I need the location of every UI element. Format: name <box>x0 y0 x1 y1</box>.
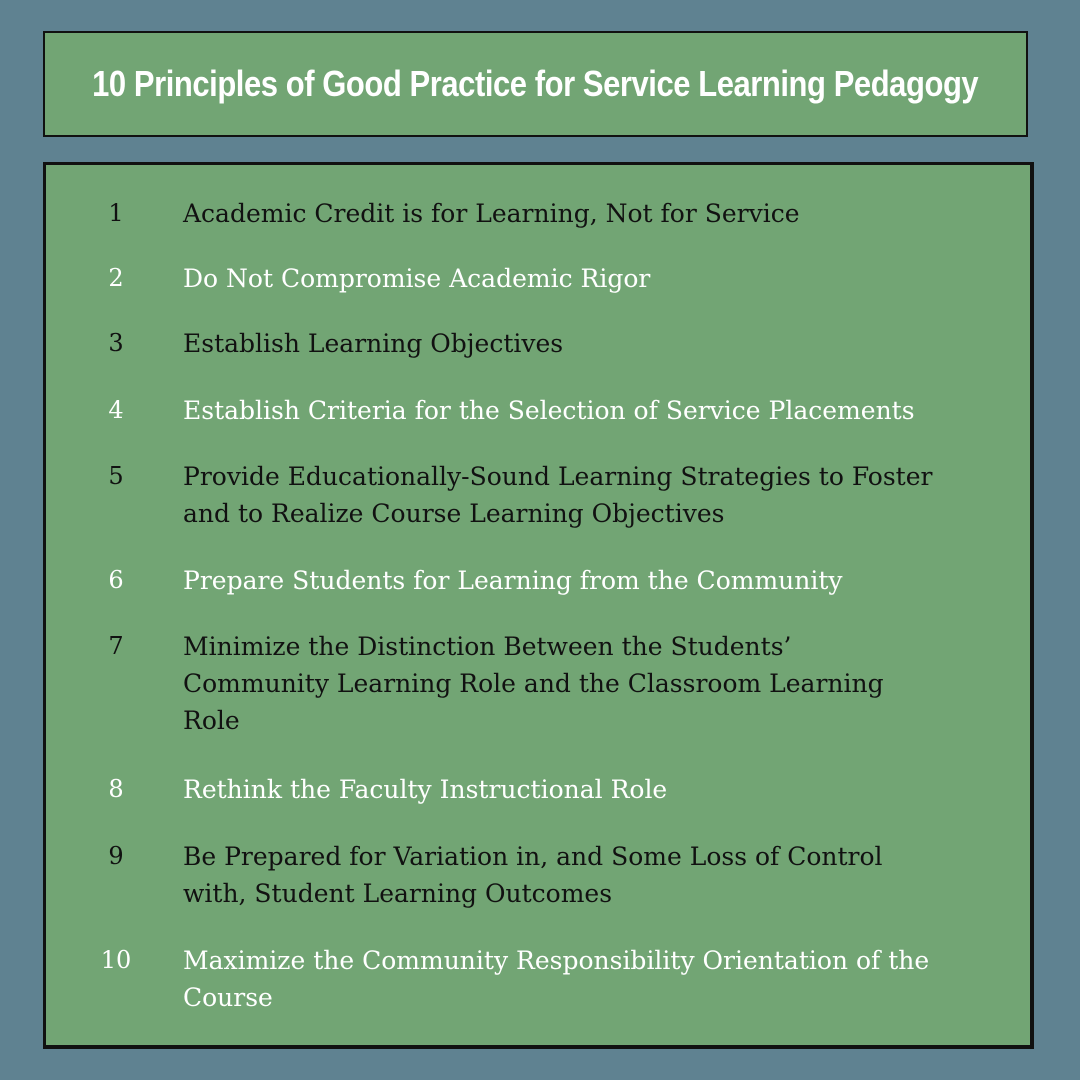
item-number: 5 <box>108 462 124 490</box>
item-text: Academic Credit is for Learning, Not for Service <box>183 199 800 228</box>
page-title: 10 Principles of Good Practice for Service Learning Pedagogy <box>92 63 979 104</box>
item-number: 9 <box>108 842 124 870</box>
item-text: Minimize the Distinction Between the Students’ Community Learning Role and the Classroom Learning Role <box>183 632 884 735</box>
item-text: Provide Educationally-Sound Learning Strategies to Foster and to Realize Course Learning Objectives <box>183 462 933 528</box>
title-banner <box>43 31 1028 137</box>
item-text: Prepare Students for Learning from the Community <box>183 566 843 595</box>
item-text: Be Prepared for Variation in, and Some Loss of Control with, Student Learning Outcomes <box>183 842 883 908</box>
item-text: Maximize the Community Responsibility Orientation of the Course <box>183 946 930 1012</box>
item-text: Establish Criteria for the Selection of Service Placements <box>183 396 915 425</box>
item-number: 4 <box>108 396 124 424</box>
principles-list <box>43 162 1034 1049</box>
item-text: Rethink the Faculty Instructional Role <box>183 775 668 804</box>
item-number: 1 <box>108 199 124 227</box>
item-number: 7 <box>108 632 124 660</box>
item-text: Do Not Compromise Academic Rigor <box>183 264 651 293</box>
item-number: 8 <box>108 775 124 803</box>
item-number: 2 <box>108 264 124 292</box>
item-number: 6 <box>108 566 124 594</box>
item-text: Establish Learning Objectives <box>183 329 564 358</box>
item-number: 3 <box>108 329 124 357</box>
item-number: 10 <box>100 946 132 974</box>
